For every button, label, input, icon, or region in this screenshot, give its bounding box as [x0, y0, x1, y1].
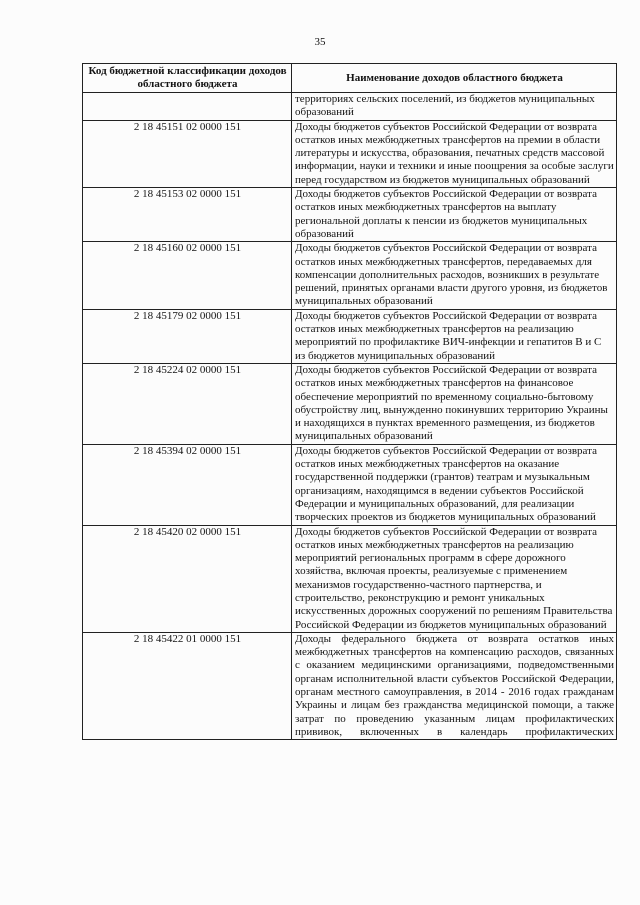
table-row: [83, 525, 617, 632]
row-code: [83, 93, 292, 121]
row-code: 2 18 45151 02 0000 151: [83, 120, 292, 187]
row-code: 2 18 45153 02 0000 151: [83, 188, 292, 242]
table-row: [83, 93, 617, 121]
row-code: 2 18 45179 02 0000 151: [83, 309, 292, 363]
table-row: [83, 309, 617, 363]
row-name: территориях сельских поселений, из бюджетов муниципальных образований: [292, 93, 617, 121]
header-code: Код бюджетной классификации доходов областного бюджета: [83, 64, 292, 93]
table-row: [83, 363, 617, 444]
row-name: Доходы бюджетов субъектов Российской Федерации от возврата остатков иных межбюджетных трансфертов на финансовое обеспечение мероприятий по временному социально-бытовому обустройству лиц, вынужденно покинувших территорию Украины и находящихся в пунктах временного размещения, из бюджетов муниципальных образований: [292, 363, 617, 444]
row-code: 2 18 45160 02 0000 151: [83, 242, 292, 309]
row-name: Доходы федерального бюджета от возврата остатков иных межбюджетных трансфертов на компенсацию расходов, связанных с оказанием медицинскими организациями, подведомственными органам исполнительной власти субъектов Российской Федерации, органам местного самоуправления, в 2014 - 2016 годах гражданам Украины и лицам без гражданства медицинской помощи, а также затрат по проведению указанным лицам профилактических прививок, включенных в календарь профилактических: [292, 632, 617, 739]
row-name: Доходы бюджетов субъектов Российской Федерации от возврата остатков иных межбюджетных трансфертов на реализацию мероприятий региональных программ в сфере дорожного хозяйства, включая проекты, реализуемые с применением механизмов государственно-частного партнерства, и строительство, реконструкцию и ремонт уникальных искусственных дорожных сооружений по решениям Правительства Российской Федерации из бюджетов муниципальных образований: [292, 525, 617, 632]
row-name: Доходы бюджетов субъектов Российской Федерации от возврата остатков иных межбюджетных трансфертов на реализацию мероприятий по профилактике ВИЧ-инфекции и гепатитов В и С из бюджетов муниципальных образований: [292, 309, 617, 363]
row-name: Доходы бюджетов субъектов Российской Федерации от возврата остатков иных межбюджетных трансфертов на оказание государственной поддержки (грантов) театрам и музыкальным организациям, находящимся в ведении субъектов Российской Федерации и муниципальных образований, для реализации творческих проектов из бюджетов муниципальных образований: [292, 444, 617, 525]
table-row: [83, 188, 617, 242]
table-row: [83, 242, 617, 309]
header-name: Наименование доходов областного бюджета: [292, 64, 617, 93]
row-code: 2 18 45422 01 0000 151: [83, 632, 292, 739]
row-code: 2 18 45394 02 0000 151: [83, 444, 292, 525]
row-name: Доходы бюджетов субъектов Российской Федерации от возврата остатков иных межбюджетных трансфертов, передаваемых для компенсации дополнительных расходов, возникших в результате решений, принятых органами власти другого уровня, из бюджетов муниципальных образований: [292, 242, 617, 309]
row-code: 2 18 45224 02 0000 151: [83, 363, 292, 444]
table-row: [83, 632, 617, 739]
row-code: 2 18 45420 02 0000 151: [83, 525, 292, 632]
table-row: [83, 444, 617, 525]
table-row: [83, 120, 617, 187]
row-name: Доходы бюджетов субъектов Российской Федерации от возврата остатков иных межбюджетных трансфертов на выплату региональной доплаты к пенсии из бюджетов муниципальных образований: [292, 188, 617, 242]
budget-classification-table: [82, 63, 617, 740]
page-number: 35: [314, 36, 326, 48]
row-name: Доходы бюджетов субъектов Российской Федерации от возврата остатков иных межбюджетных трансфертов на премии в области литературы и искусства, образования, печатных средств массовой информации, науки и техники и иные поощрения за особые заслуги перед государством из бюджетов муниципальных образований: [292, 120, 617, 187]
table-header-row: [83, 64, 617, 93]
